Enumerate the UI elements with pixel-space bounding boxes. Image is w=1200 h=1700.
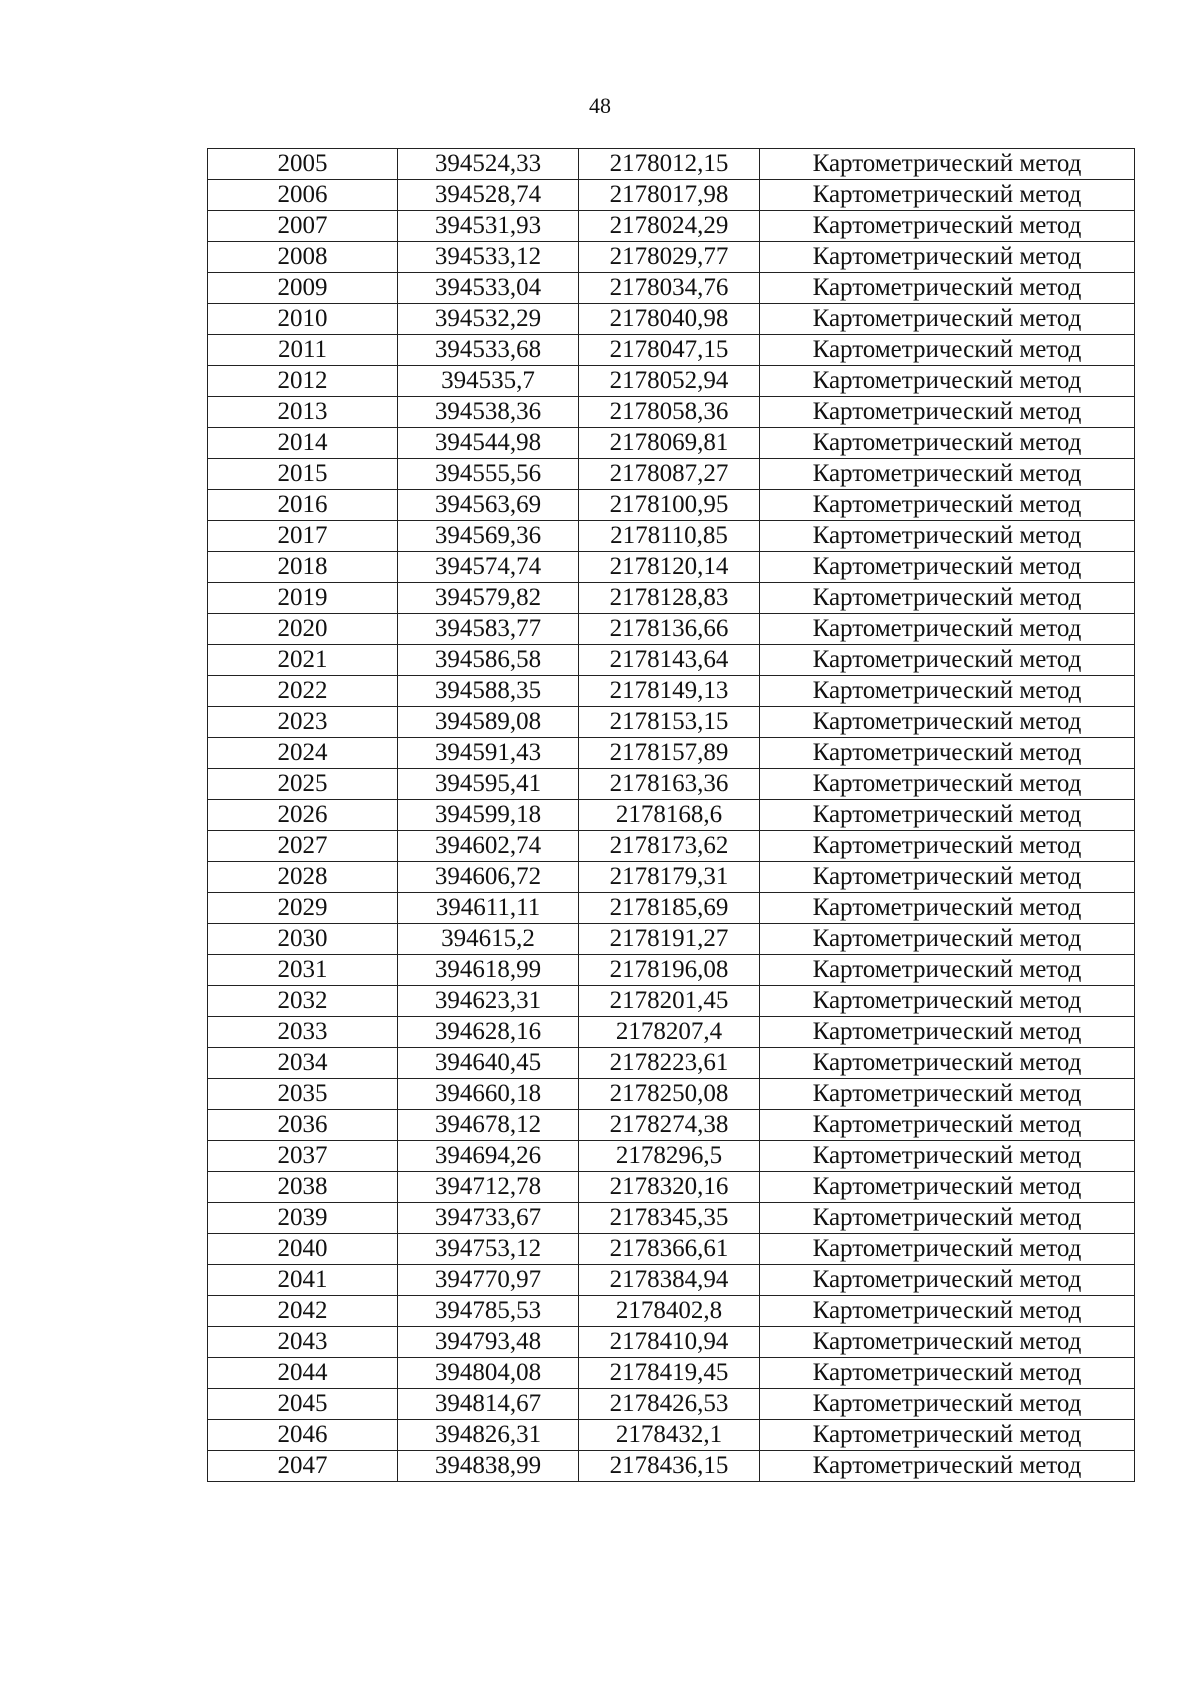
y-coordinate-cell: 2178201,45 [579,986,760,1017]
y-coordinate-cell: 2178058,36 [579,397,760,428]
table-row [208,955,1135,986]
x-coordinate-cell: 394615,2 [398,924,579,955]
x-coordinate-cell: 394533,12 [398,242,579,273]
table-row [208,1017,1135,1048]
table-row [208,1110,1135,1141]
method-cell: Картометрический метод [760,180,1135,211]
point-number-cell: 2028 [208,862,398,893]
table-row [208,645,1135,676]
method-cell: Картометрический метод [760,552,1135,583]
point-number-cell: 2033 [208,1017,398,1048]
point-number-cell: 2006 [208,180,398,211]
x-coordinate-cell: 394611,11 [398,893,579,924]
point-number-cell: 2020 [208,614,398,645]
table-row [208,242,1135,273]
table-row [208,273,1135,304]
x-coordinate-cell: 394602,74 [398,831,579,862]
y-coordinate-cell: 2178163,36 [579,769,760,800]
table-row [208,986,1135,1017]
method-cell: Картометрический метод [760,211,1135,242]
method-cell: Картометрический метод [760,1296,1135,1327]
x-coordinate-cell: 394538,36 [398,397,579,428]
point-number-cell: 2017 [208,521,398,552]
y-coordinate-cell: 2178432,1 [579,1420,760,1451]
table-row [208,1296,1135,1327]
method-cell: Картометрический метод [760,1172,1135,1203]
method-cell: Картометрический метод [760,521,1135,552]
method-cell: Картометрический метод [760,738,1135,769]
point-number-cell: 2045 [208,1389,398,1420]
method-cell: Картометрический метод [760,862,1135,893]
point-number-cell: 2031 [208,955,398,986]
table-row [208,614,1135,645]
point-number-cell: 2025 [208,769,398,800]
method-cell: Картометрический метод [760,1017,1135,1048]
y-coordinate-cell: 2178179,31 [579,862,760,893]
x-coordinate-cell: 394531,93 [398,211,579,242]
table-row [208,366,1135,397]
y-coordinate-cell: 2178207,4 [579,1017,760,1048]
y-coordinate-cell: 2178250,08 [579,1079,760,1110]
method-cell: Картометрический метод [760,831,1135,862]
method-cell: Картометрический метод [760,1079,1135,1110]
table-row [208,1234,1135,1265]
table-row [208,428,1135,459]
point-number-cell: 2043 [208,1327,398,1358]
method-cell: Картометрический метод [760,149,1135,180]
table-row [208,490,1135,521]
y-coordinate-cell: 2178196,08 [579,955,760,986]
method-cell: Картометрический метод [760,1234,1135,1265]
point-number-cell: 2012 [208,366,398,397]
table-row [208,521,1135,552]
x-coordinate-cell: 394770,97 [398,1265,579,1296]
point-number-cell: 2047 [208,1451,398,1482]
method-cell: Картометрический метод [760,676,1135,707]
method-cell: Картометрический метод [760,893,1135,924]
x-coordinate-cell: 394753,12 [398,1234,579,1265]
x-coordinate-cell: 394595,41 [398,769,579,800]
method-cell: Картометрический метод [760,707,1135,738]
point-number-cell: 2023 [208,707,398,738]
method-cell: Картометрический метод [760,955,1135,986]
table-row [208,1079,1135,1110]
y-coordinate-cell: 2178320,16 [579,1172,760,1203]
method-cell: Картометрический метод [760,242,1135,273]
x-coordinate-cell: 394528,74 [398,180,579,211]
x-coordinate-cell: 394569,36 [398,521,579,552]
point-number-cell: 2007 [208,211,398,242]
point-number-cell: 2021 [208,645,398,676]
method-cell: Картометрический метод [760,614,1135,645]
y-coordinate-cell: 2178173,62 [579,831,760,862]
table-row [208,738,1135,769]
x-coordinate-cell: 394532,29 [398,304,579,335]
x-coordinate-cell: 394544,98 [398,428,579,459]
y-coordinate-cell: 2178034,76 [579,273,760,304]
table-row [208,831,1135,862]
table-row [208,211,1135,242]
method-cell: Картометрический метод [760,645,1135,676]
method-cell: Картометрический метод [760,459,1135,490]
y-coordinate-cell: 2178128,83 [579,583,760,614]
y-coordinate-cell: 2178040,98 [579,304,760,335]
table-row [208,1389,1135,1420]
point-number-cell: 2034 [208,1048,398,1079]
table-row [208,676,1135,707]
table-row [208,1451,1135,1482]
y-coordinate-cell: 2178384,94 [579,1265,760,1296]
y-coordinate-cell: 2178157,89 [579,738,760,769]
x-coordinate-cell: 394640,45 [398,1048,579,1079]
table-row [208,1420,1135,1451]
point-number-cell: 2005 [208,149,398,180]
table-row [208,1141,1135,1172]
point-number-cell: 2030 [208,924,398,955]
y-coordinate-cell: 2178012,15 [579,149,760,180]
y-coordinate-cell: 2178410,94 [579,1327,760,1358]
point-number-cell: 2016 [208,490,398,521]
x-coordinate-cell: 394804,08 [398,1358,579,1389]
method-cell: Картометрический метод [760,1358,1135,1389]
method-cell: Картометрический метод [760,1451,1135,1482]
y-coordinate-cell: 2178143,64 [579,645,760,676]
y-coordinate-cell: 2178402,8 [579,1296,760,1327]
method-cell: Картометрический метод [760,304,1135,335]
point-number-cell: 2018 [208,552,398,583]
table-row [208,304,1135,335]
table-row [208,459,1135,490]
point-number-cell: 2036 [208,1110,398,1141]
point-number-cell: 2014 [208,428,398,459]
point-number-cell: 2037 [208,1141,398,1172]
x-coordinate-cell: 394606,72 [398,862,579,893]
point-number-cell: 2027 [208,831,398,862]
x-coordinate-cell: 394623,31 [398,986,579,1017]
y-coordinate-cell: 2178029,77 [579,242,760,273]
x-coordinate-cell: 394533,04 [398,273,579,304]
method-cell: Картометрический метод [760,769,1135,800]
table-row [208,180,1135,211]
x-coordinate-cell: 394785,53 [398,1296,579,1327]
method-cell: Картометрический метод [760,583,1135,614]
table-row [208,552,1135,583]
coordinates-table-body [208,149,1135,1482]
table-row [208,1048,1135,1079]
x-coordinate-cell: 394563,69 [398,490,579,521]
y-coordinate-cell: 2178223,61 [579,1048,760,1079]
x-coordinate-cell: 394793,48 [398,1327,579,1358]
method-cell: Картометрический метод [760,1203,1135,1234]
y-coordinate-cell: 2178345,35 [579,1203,760,1234]
table-row [208,397,1135,428]
x-coordinate-cell: 394628,16 [398,1017,579,1048]
method-cell: Картометрический метод [760,924,1135,955]
point-number-cell: 2042 [208,1296,398,1327]
method-cell: Картометрический метод [760,490,1135,521]
y-coordinate-cell: 2178274,38 [579,1110,760,1141]
method-cell: Картометрический метод [760,800,1135,831]
table-row [208,769,1135,800]
y-coordinate-cell: 2178436,15 [579,1451,760,1482]
table-row [208,583,1135,614]
x-coordinate-cell: 394524,33 [398,149,579,180]
point-number-cell: 2022 [208,676,398,707]
point-number-cell: 2040 [208,1234,398,1265]
x-coordinate-cell: 394583,77 [398,614,579,645]
x-coordinate-cell: 394574,74 [398,552,579,583]
table-row [208,335,1135,366]
x-coordinate-cell: 394618,99 [398,955,579,986]
coordinates-table [207,148,1135,1482]
method-cell: Картометрический метод [760,1327,1135,1358]
y-coordinate-cell: 2178017,98 [579,180,760,211]
table-row [208,707,1135,738]
y-coordinate-cell: 2178366,61 [579,1234,760,1265]
y-coordinate-cell: 2178185,69 [579,893,760,924]
table-row [208,1265,1135,1296]
y-coordinate-cell: 2178087,27 [579,459,760,490]
y-coordinate-cell: 2178110,85 [579,521,760,552]
point-number-cell: 2044 [208,1358,398,1389]
point-number-cell: 2029 [208,893,398,924]
x-coordinate-cell: 394694,26 [398,1141,579,1172]
method-cell: Картометрический метод [760,1265,1135,1296]
y-coordinate-cell: 2178296,5 [579,1141,760,1172]
table-row [208,149,1135,180]
point-number-cell: 2041 [208,1265,398,1296]
x-coordinate-cell: 394712,78 [398,1172,579,1203]
table-row [208,1203,1135,1234]
x-coordinate-cell: 394586,58 [398,645,579,676]
y-coordinate-cell: 2178136,66 [579,614,760,645]
x-coordinate-cell: 394588,35 [398,676,579,707]
x-coordinate-cell: 394814,67 [398,1389,579,1420]
x-coordinate-cell: 394733,67 [398,1203,579,1234]
y-coordinate-cell: 2178120,14 [579,552,760,583]
y-coordinate-cell: 2178069,81 [579,428,760,459]
x-coordinate-cell: 394535,7 [398,366,579,397]
point-number-cell: 2032 [208,986,398,1017]
x-coordinate-cell: 394826,31 [398,1420,579,1451]
x-coordinate-cell: 394579,82 [398,583,579,614]
method-cell: Картометрический метод [760,366,1135,397]
point-number-cell: 2035 [208,1079,398,1110]
point-number-cell: 2019 [208,583,398,614]
point-number-cell: 2024 [208,738,398,769]
y-coordinate-cell: 2178153,15 [579,707,760,738]
method-cell: Картометрический метод [760,1420,1135,1451]
y-coordinate-cell: 2178100,95 [579,490,760,521]
x-coordinate-cell: 394599,18 [398,800,579,831]
x-coordinate-cell: 394533,68 [398,335,579,366]
y-coordinate-cell: 2178052,94 [579,366,760,397]
point-number-cell: 2013 [208,397,398,428]
table-row [208,1358,1135,1389]
x-coordinate-cell: 394555,56 [398,459,579,490]
page-number: 48 [589,93,611,118]
point-number-cell: 2026 [208,800,398,831]
y-coordinate-cell: 2178419,45 [579,1358,760,1389]
y-coordinate-cell: 2178149,13 [579,676,760,707]
x-coordinate-cell: 394589,08 [398,707,579,738]
point-number-cell: 2010 [208,304,398,335]
table-row [208,893,1135,924]
method-cell: Картометрический метод [760,397,1135,428]
method-cell: Картометрический метод [760,1110,1135,1141]
y-coordinate-cell: 2178047,15 [579,335,760,366]
point-number-cell: 2009 [208,273,398,304]
point-number-cell: 2015 [208,459,398,490]
table-row [208,800,1135,831]
method-cell: Картометрический метод [760,335,1135,366]
method-cell: Картометрический метод [760,1141,1135,1172]
x-coordinate-cell: 394660,18 [398,1079,579,1110]
table-row [208,1172,1135,1203]
point-number-cell: 2011 [208,335,398,366]
x-coordinate-cell: 394838,99 [398,1451,579,1482]
y-coordinate-cell: 2178024,29 [579,211,760,242]
y-coordinate-cell: 2178426,53 [579,1389,760,1420]
point-number-cell: 2039 [208,1203,398,1234]
x-coordinate-cell: 394678,12 [398,1110,579,1141]
y-coordinate-cell: 2178191,27 [579,924,760,955]
method-cell: Картометрический метод [760,1048,1135,1079]
y-coordinate-cell: 2178168,6 [579,800,760,831]
point-number-cell: 2038 [208,1172,398,1203]
method-cell: Картометрический метод [760,1389,1135,1420]
method-cell: Картометрический метод [760,986,1135,1017]
point-number-cell: 2046 [208,1420,398,1451]
x-coordinate-cell: 394591,43 [398,738,579,769]
table-row [208,862,1135,893]
table-row [208,1327,1135,1358]
point-number-cell: 2008 [208,242,398,273]
table-row [208,924,1135,955]
method-cell: Картометрический метод [760,273,1135,304]
method-cell: Картометрический метод [760,428,1135,459]
